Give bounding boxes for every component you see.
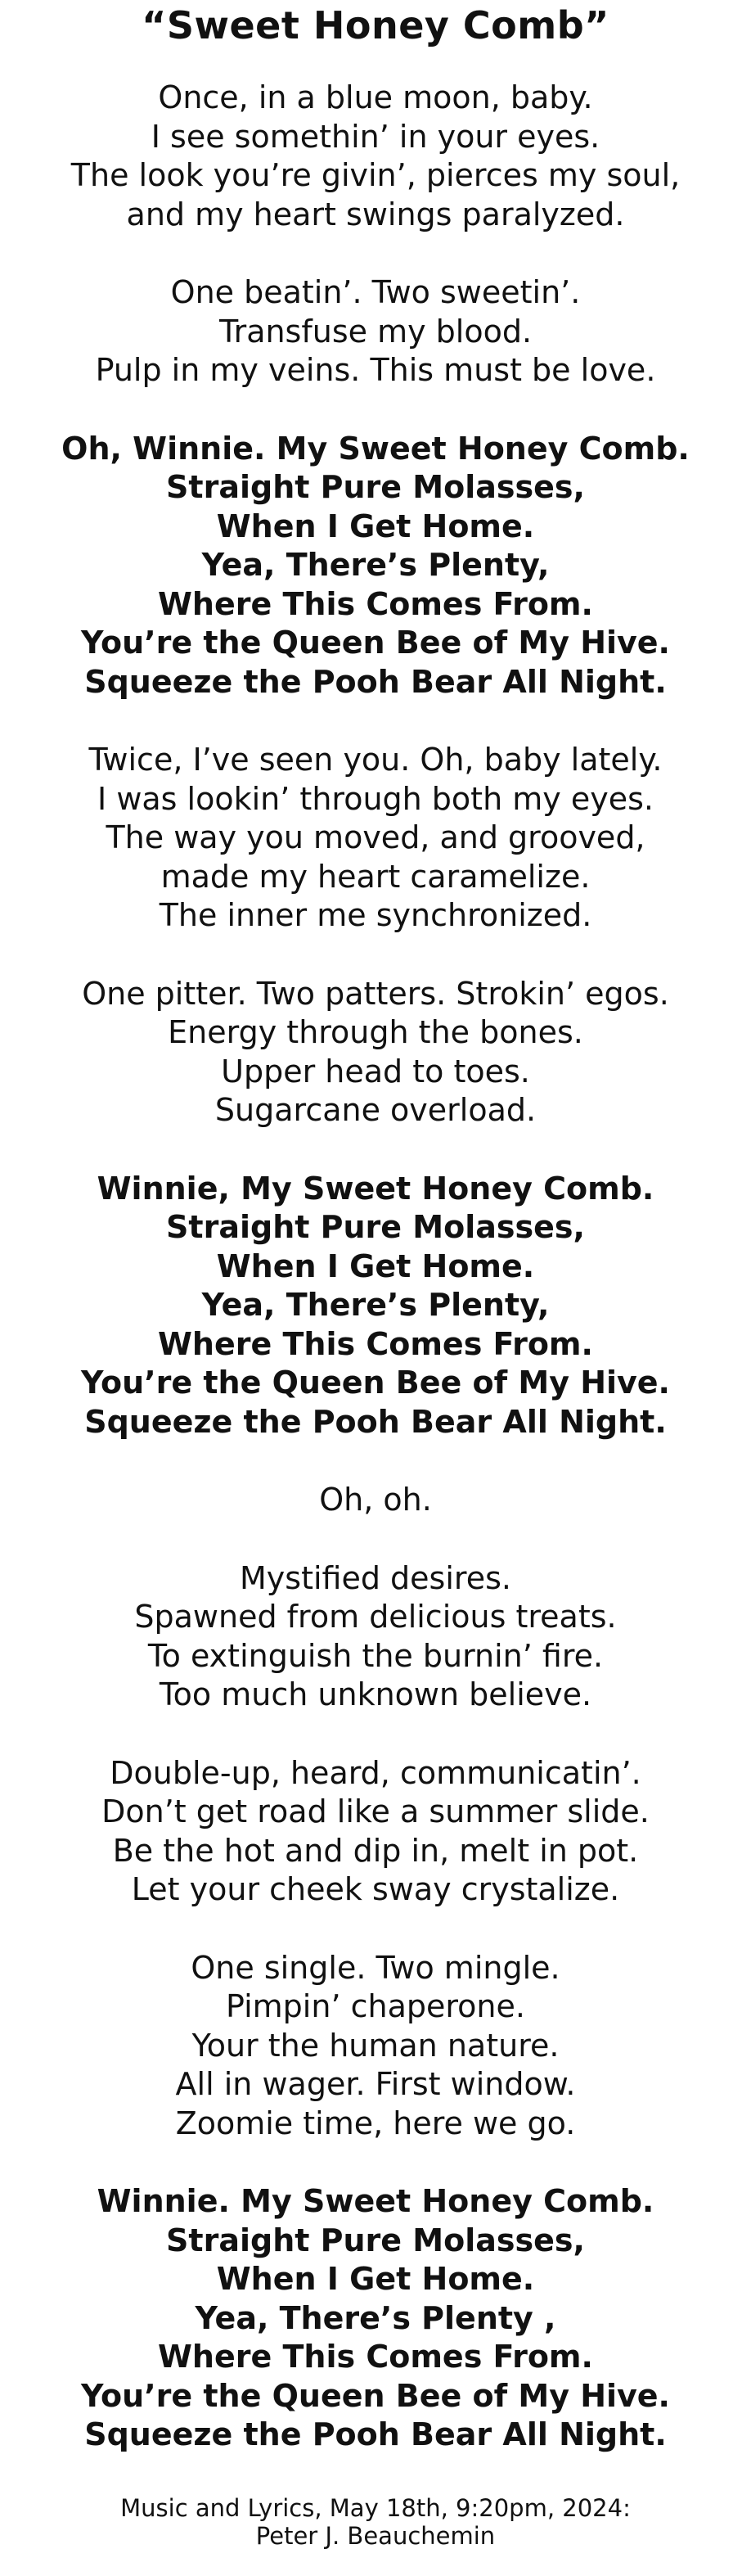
lyric-line: Upper head to toes. [221, 1053, 530, 1089]
song-credits [0, 2494, 751, 2550]
chorus-1 [0, 430, 751, 702]
lyrics-body [0, 79, 751, 2455]
lyric-line: Transfuse my blood. [218, 313, 533, 350]
chorus-2 [0, 1170, 751, 1442]
lyric-line: Sugarcane overload. [214, 1092, 537, 1128]
verse-2 [0, 741, 751, 936]
lyric-line: Zoomie time, here we go. [175, 2105, 576, 2141]
chorus-line: You’re the Queen Bee of My Hive. [81, 625, 670, 661]
credit-author: Peter J. Beauchemin [255, 2521, 496, 2550]
lyric-line: Too much unknown believe. [159, 1676, 592, 1712]
lyric-line: The way you moved, and grooved, [106, 819, 645, 855]
lyric-line: Oh, oh. [319, 1482, 432, 1518]
chorus-line: You’re the Queen Bee of My Hive. [81, 2377, 670, 2414]
chorus-line: When I Get Home. [216, 1247, 535, 1284]
lyric-line: Energy through the bones. [168, 1014, 583, 1050]
chorus-3 [0, 2182, 751, 2455]
chorus-line: Yea, There’s Plenty, [201, 1287, 550, 1323]
chorus-line: You’re the Queen Bee of My Hive. [81, 1365, 670, 1401]
pre-chorus-2 [0, 975, 751, 1130]
lyric-line: Double-up, heard, communicatin’. [110, 1754, 641, 1791]
lyric-line: and my heart swings paralyzed. [126, 196, 625, 232]
lyric-line: Pulp in my veins. This must be love. [95, 352, 656, 388]
chorus-line: Where This Comes From. [158, 2339, 593, 2375]
lyric-line: made my heart caramelize. [160, 858, 591, 895]
chorus-line: Winnie, My Sweet Honey Comb. [97, 1170, 654, 1207]
lyric-line: One beatin’. Two sweetin’. [170, 274, 581, 310]
interlude [0, 1481, 751, 1520]
lyric-line: Mystified desires. [240, 1559, 511, 1596]
lyric-line: I was lookin’ through both my eyes. [97, 780, 654, 817]
lyric-line: The look you’re givin’, pierces my soul, [70, 157, 681, 193]
chorus-line: When I Get Home. [216, 508, 535, 544]
lyric-line: To extinguish the burnin’ fire. [147, 1637, 604, 1674]
lyric-line: Don’t get road like a summer slide. [101, 1793, 650, 1829]
lyric-line: I see somethin’ in your eyes. [151, 118, 600, 155]
chorus-line: Oh, Winnie. My Sweet Honey Comb. [61, 430, 690, 467]
lyric-line: Pimpin’ chaperone. [226, 1988, 525, 2024]
bridge-2 [0, 1754, 751, 1910]
lyric-line: Once, in a blue moon, baby. [158, 79, 593, 115]
chorus-line: Straight Pure Molasses, [166, 469, 585, 505]
lyric-line: Spawned from delicious treats. [134, 1599, 617, 1635]
chorus-line: Where This Comes From. [158, 585, 593, 622]
chorus-line: Winnie. My Sweet Honey Comb. [97, 2183, 654, 2219]
lyric-line: Be the hot and dip in, melt in pot. [112, 1832, 639, 1869]
pre-chorus-3 [0, 1949, 751, 2144]
lyric-line: One pitter. Two patters. Strokin’ egos. [82, 975, 669, 1012]
chorus-line: Straight Pure Molasses, [166, 1209, 585, 1245]
bridge-1 [0, 1559, 751, 1715]
chorus-line: Squeeze the Pooh Bear All Night. [84, 2416, 667, 2452]
chorus-line: Squeeze the Pooh Bear All Night. [84, 1403, 667, 1440]
pre-chorus-1 [0, 273, 751, 390]
chorus-line: Straight Pure Molasses, [166, 2222, 585, 2258]
lyric-line: All in wager. First window. [175, 2066, 576, 2102]
lyric-line: Let your cheek sway crystalize. [131, 1871, 620, 1907]
verse-1 [0, 79, 751, 234]
chorus-line: Yea, There’s Plenty, [201, 547, 550, 583]
lyric-line: Your the human nature. [191, 2027, 560, 2064]
song-title: “Sweet Honey Comb” [142, 3, 609, 47]
lyric-line: One single. Two mingle. [191, 1949, 560, 1986]
chorus-line: Yea, There’s Plenty , [195, 2299, 556, 2336]
chorus-line: Where This Comes From. [158, 1325, 593, 1362]
credit-date: Music and Lyrics, May 18th, 9:20pm, 2024: [120, 2493, 631, 2522]
lyric-line: Twice, I’ve seen you. Oh, baby lately. [88, 742, 663, 778]
lyric-line: The inner me synchronized. [159, 897, 592, 933]
chorus-line: When I Get Home. [216, 2261, 535, 2297]
chorus-line: Squeeze the Pooh Bear All Night. [84, 663, 667, 700]
